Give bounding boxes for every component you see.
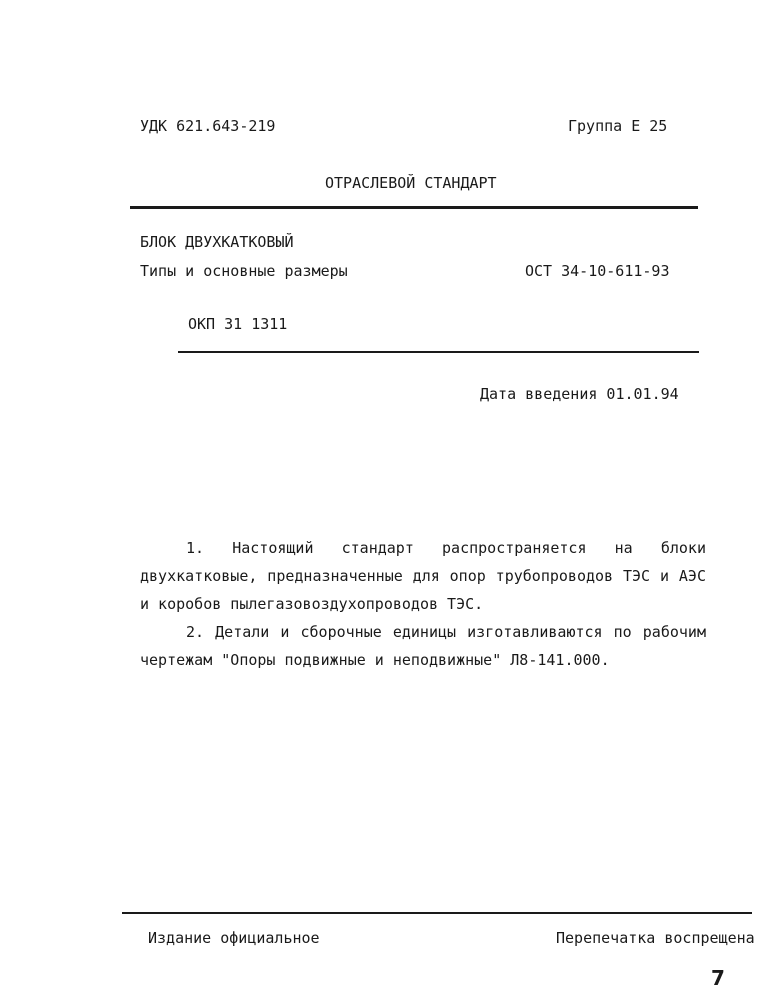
group-code: Группа Е 25 [568,117,668,135]
paragraph-1 [140,534,706,618]
document-subtitle: Типы и основные размеры [140,262,348,280]
okp-code: ОКП 31 1311 [188,315,288,333]
udk-code: УДК 621.643-219 [140,117,276,135]
reprint-note: Перепечатка воспрещена [556,929,755,947]
standard-code: ОСТ 34-10-611-93 [525,262,670,280]
header-rule [130,206,698,209]
paragraph-1-text: 1. Настоящий стандарт распространяется на блоки двухкатковые, предназначенные для опор трубопроводов ТЭС и АЭС и коробов пылегазовоздухопроводов ТЭС. [140,539,706,613]
paragraph-2 [140,618,706,674]
footer-rule [122,912,752,914]
paragraph-2-text: 2. Детали и сборочные единицы изготавливаются по рабочим чертежам "Опоры подвижные и неподвижные" Л8-141.000. [140,623,706,669]
standard-type: ОТРАСЛЕВОЙ СТАНДАРТ [325,174,497,192]
edition-note: Издание официальное [148,929,320,947]
title-rule [178,351,699,353]
introduction-date: Дата введения 01.01.94 [480,385,679,403]
document-title: БЛОК ДВУХКАТКОВЫЙ [140,233,294,251]
page-number: 7 [711,966,725,990]
